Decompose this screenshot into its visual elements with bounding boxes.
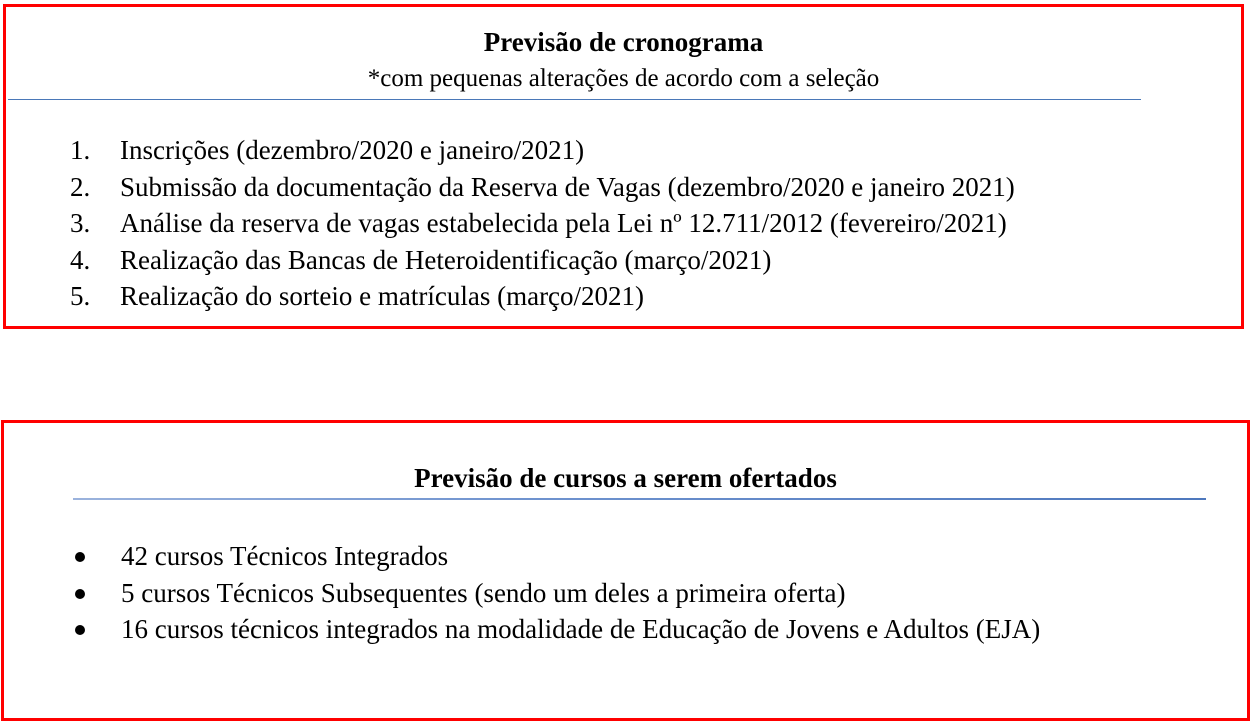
bullet-icon <box>75 552 85 562</box>
list-number: 5. <box>70 281 91 311</box>
schedule-item-text: Realização do sorteio e matrículas (março/2021) <box>120 281 645 311</box>
schedule-divider <box>8 99 1141 100</box>
schedule-item-text: Inscrições (dezembro/2020 e janeiro/2021) <box>120 135 585 165</box>
courses-divider <box>73 498 1206 500</box>
course-item-text: 42 cursos Técnicos Integrados <box>121 541 449 571</box>
list-number: 1. <box>70 135 91 165</box>
bullet-icon <box>75 589 85 599</box>
course-item-text: 16 cursos técnicos integrados na modalidade de Educação de Jovens e Adultos (EJA) <box>121 614 1041 644</box>
course-item-text: 5 cursos Técnicos Subsequentes (sendo um deles a primeira oferta) <box>121 577 846 608</box>
courses-box <box>1 420 1250 721</box>
bullet-icon <box>75 625 85 635</box>
schedule-item-text: Realização das Bancas de Heteroidentificação (março/2021) <box>120 244 772 275</box>
schedule-title: Previsão de cronograma <box>483 27 764 57</box>
courses-title: Previsão de cursos a serem ofertados <box>414 463 837 493</box>
list-number: 2. <box>70 171 91 202</box>
list-number: 4. <box>70 244 91 275</box>
schedule-item-text: Análise da reserva de vagas estabelecida pela Lei nº 12.711/2012 (fevereiro/2021) <box>120 208 1007 238</box>
schedule-subtitle: *com pequenas alterações de acordo com a seleção <box>367 65 880 92</box>
schedule-box <box>3 4 1244 329</box>
list-number: 3. <box>70 208 91 238</box>
schedule-item-text: Submissão da documentação da Reserva de Vagas (dezembro/2020 e janeiro 2021) <box>120 171 1015 202</box>
